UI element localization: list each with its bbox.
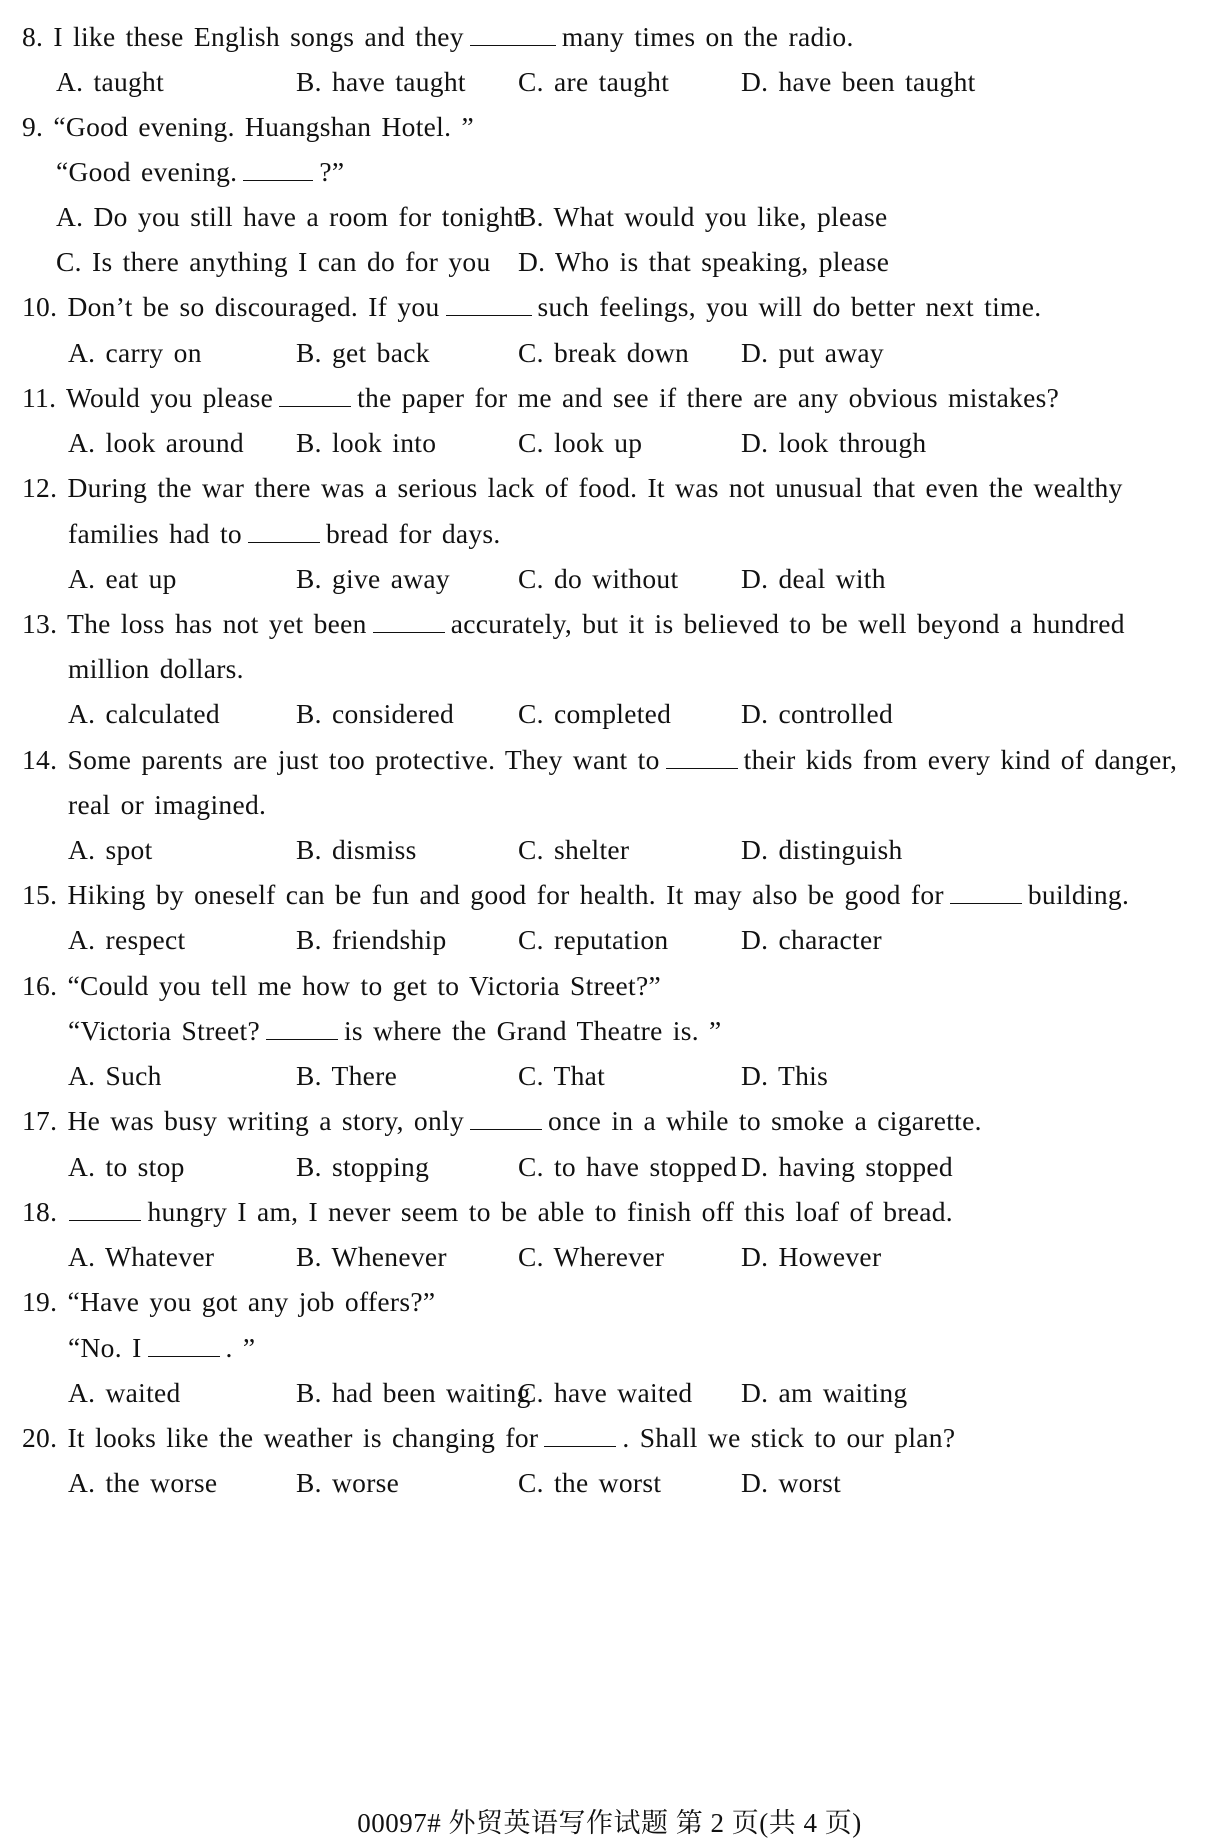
answer-blank	[243, 158, 313, 181]
option-c: C. shelter	[518, 834, 630, 865]
option-c: C. reputation	[518, 924, 669, 955]
question-9-stem: 9. “Good evening. Huangshan Hotel. ”	[22, 111, 474, 142]
question-number: 14.	[22, 744, 58, 775]
option-a: A. Such	[68, 1060, 162, 1091]
question-17-stem: 17. He was busy writing a story, only once in a while to smoke a cigarette.	[22, 1105, 982, 1136]
option-a: A. taught	[56, 66, 165, 97]
option-c: C. do without	[518, 563, 679, 594]
question-16-reply: “Victoria Street? is where the Grand Theatre is. ”	[68, 1015, 722, 1046]
answer-blank	[950, 881, 1022, 904]
answer-blank	[148, 1334, 220, 1357]
question-number: 20.	[22, 1422, 58, 1453]
option-b: B. worse	[296, 1467, 400, 1498]
option-d: D. controlled	[741, 698, 893, 729]
option-b: B. have taught	[296, 66, 466, 97]
option-d: D. Who is that speaking, please	[518, 246, 890, 277]
option-d: D. look through	[741, 427, 927, 458]
question-14-stem-cont: real or imagined.	[68, 789, 267, 820]
option-a: A. spot	[68, 834, 153, 865]
option-a: A. look around	[68, 427, 244, 458]
answer-blank	[248, 520, 320, 543]
question-19-stem: 19. “Have you got any job offers?”	[22, 1286, 436, 1317]
question-number: 8.	[22, 21, 44, 52]
answer-blank	[470, 1107, 542, 1130]
option-b: B. dismiss	[296, 834, 417, 865]
question-number: 13.	[22, 608, 58, 639]
option-c: C. break down	[518, 337, 690, 368]
option-c: C. Is there anything I can do for you	[56, 246, 491, 277]
option-c: C. have waited	[518, 1377, 693, 1408]
answer-blank	[266, 1017, 338, 1040]
option-a: A. respect	[68, 924, 186, 955]
option-c: C. the worst	[518, 1467, 662, 1498]
answer-blank	[373, 610, 445, 633]
question-16-stem: 16. “Could you tell me how to get to Victoria Street?”	[22, 970, 661, 1001]
option-d: D. This	[741, 1060, 829, 1091]
option-d: D. worst	[741, 1467, 842, 1498]
question-9-reply: “Good evening. ?”	[56, 156, 345, 187]
option-b: B. There	[296, 1060, 398, 1091]
option-b: B. What would you like, please	[518, 201, 888, 232]
question-number: 16.	[22, 970, 58, 1001]
question-20-stem: 20. It looks like the weather is changing for . Shall we stick to our plan?	[22, 1422, 956, 1453]
option-b: B. stopping	[296, 1151, 430, 1182]
question-13-stem: 13. The loss has not yet been accurately, but it is believed to be well beyond a hundred	[22, 608, 1125, 639]
option-d: D. am waiting	[741, 1377, 908, 1408]
question-number: 10.	[22, 291, 58, 322]
answer-blank	[470, 23, 556, 46]
option-a: A. the worse	[68, 1467, 218, 1498]
option-a: A. carry on	[68, 337, 202, 368]
page-footer: 00097# 外贸英语写作试题 第 2 页(共 4 页)	[357, 1808, 862, 1838]
option-a: A. waited	[68, 1377, 181, 1408]
answer-blank	[69, 1198, 141, 1221]
option-d: D. have been taught	[741, 66, 976, 97]
option-b: B. look into	[296, 427, 437, 458]
option-b: B. Whenever	[296, 1241, 447, 1272]
question-8-stem: 8. I like these English songs and they many times on the radio.	[22, 21, 854, 52]
option-a: A. to stop	[68, 1151, 185, 1182]
question-19-reply: “No. I . ”	[68, 1332, 256, 1363]
option-b: B. give away	[296, 563, 450, 594]
option-c: C. That	[518, 1060, 606, 1091]
question-number: 9.	[22, 111, 44, 142]
option-d: D. However	[741, 1241, 882, 1272]
option-c: C. Wherever	[518, 1241, 665, 1272]
question-10-stem: 10. Don’t be so discouraged. If you such feelings, you will do better next time.	[22, 291, 1042, 322]
option-a: A. calculated	[68, 698, 220, 729]
answer-blank	[446, 293, 532, 316]
question-number: 19.	[22, 1286, 58, 1317]
question-13-stem-cont: million dollars.	[68, 653, 244, 684]
question-18-stem: 18. hungry I am, I never seem to be able to finish off this loaf of bread.	[22, 1196, 953, 1227]
option-c: C. completed	[518, 698, 672, 729]
option-d: D. having stopped	[741, 1151, 953, 1182]
question-12-stem-cont: families had to bread for days.	[68, 518, 501, 549]
option-a: A. Whatever	[68, 1241, 215, 1272]
question-number: 18.	[22, 1196, 58, 1227]
option-a: A. Do you still have a room for tonight	[56, 201, 522, 232]
option-b: B. considered	[296, 698, 455, 729]
question-14-stem: 14. Some parents are just too protective. They want to their kids from every kind of danger,	[22, 744, 1178, 775]
option-d: D. distinguish	[741, 834, 903, 865]
option-c: C. to have stopped	[518, 1151, 738, 1182]
question-12-stem: 12. During the war there was a serious lack of food. It was not unusual that even the wealthy	[22, 472, 1123, 503]
option-d: D. put away	[741, 337, 884, 368]
answer-blank	[666, 746, 738, 769]
option-d: D. character	[741, 924, 882, 955]
question-number: 15.	[22, 879, 58, 910]
answer-blank	[279, 384, 351, 407]
question-15-stem: 15. Hiking by oneself can be fun and good for health. It may also be good for building.	[22, 879, 1130, 910]
option-d: D. deal with	[741, 563, 886, 594]
option-c: C. look up	[518, 427, 643, 458]
answer-blank	[544, 1424, 616, 1447]
option-a: A. eat up	[68, 563, 177, 594]
option-b: B. friendship	[296, 924, 447, 955]
option-c: C. are taught	[518, 66, 670, 97]
question-number: 12.	[22, 472, 58, 503]
option-b: B. had been waiting	[296, 1377, 531, 1408]
question-11-stem: 11. Would you please the paper for me and see if there are any obvious mistakes?	[22, 382, 1060, 413]
question-number: 11.	[22, 382, 57, 413]
option-b: B. get back	[296, 337, 430, 368]
question-number: 17.	[22, 1105, 58, 1136]
